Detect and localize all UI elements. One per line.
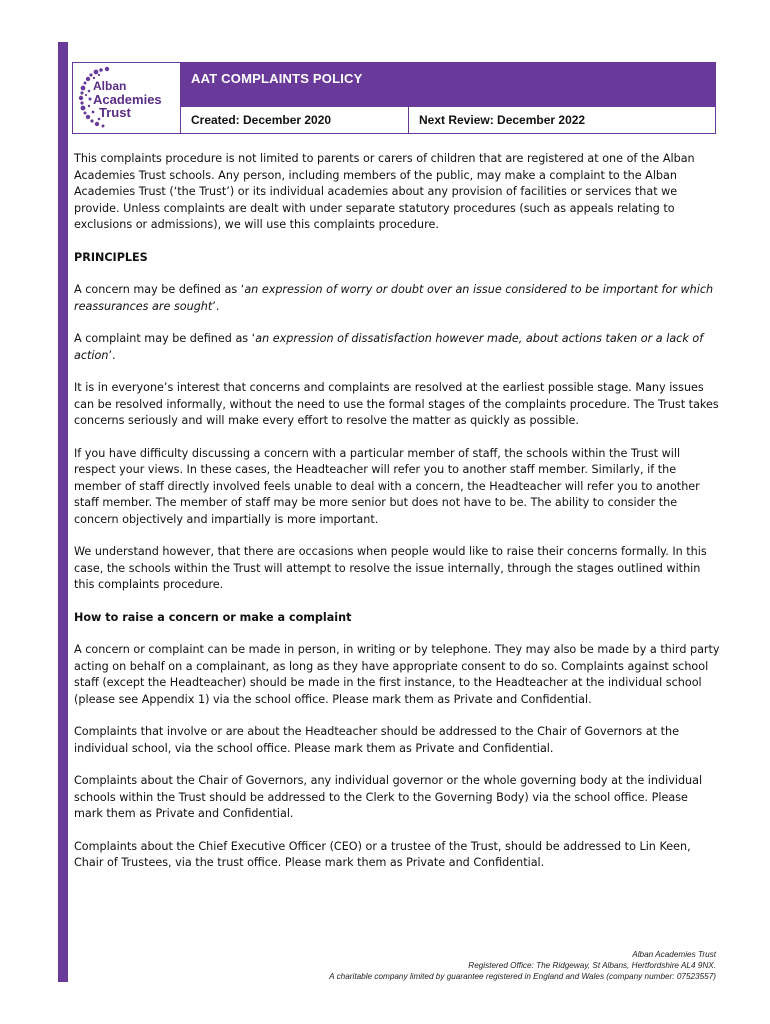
- logo-line-3: Trust: [99, 105, 131, 120]
- difficulty-paragraph: If you have difficulty discussing a concern with a particular member of staff, the schools within the Trust will respect your views. In these cases, the Headteacher will refer you to another staff member. Similarly, if the member of staff directly involved feels unable to deal with a concern, the Headteacher will refer you to another staff member. The member of staff may be more senior but does not have to be. The ability to consider the concern objectively and impartially is more important.: [74, 446, 700, 526]
- policy-title: AAT COMPLAINTS POLICY: [181, 63, 715, 107]
- formal-paragraph: We understand however, that there are occasions when people would like to raise their concerns formally. In this case, the schools within the Trust will attempt to resolve the issue internally, through the stages outlined within this complaints procedure.: [74, 545, 707, 591]
- concern-definition: A concern may be defined as ‘an expression of worry or doubt over an issue considered to be important for which reassurances are sought’.: [74, 283, 714, 313]
- ceo-paragraph: Complaints about the Chief Executive Officer (CEO) or a trustee of the Trust, should be addressed to Lin Keen, Chair of Trustees, via the trust office. Please mark them as Private and Confidential.: [74, 839, 691, 869]
- footer-line-2: Registered Office: The Ridgeway, St Albans, Hertfordshire AL4 9NX.: [468, 961, 716, 970]
- page-footer: [329, 949, 716, 982]
- left-margin-bar: [58, 42, 68, 982]
- logo-wordmark: [93, 80, 162, 119]
- interest-paragraph: It is in everyone’s interest that concerns and complaints are resolved at the earliest possible stage. Many issues can be resolved informally, without the need to use the formal stages of the complaints procedure. The Trust takes concerns seriously and will make every effort to resolve the matter as quickly as possible.: [74, 381, 719, 427]
- principles-heading: PRINCIPLES: [74, 250, 148, 264]
- logo-line-1: Alban: [93, 79, 127, 93]
- policy-body: [74, 151, 720, 888]
- headteacher-paragraph: Complaints that involve or are about the Headteacher should be addressed to the Chair of Governors at the individual school, via the school office. Please mark them as Private and Confidential.: [74, 725, 679, 755]
- document-header-table: [72, 62, 716, 134]
- chair-paragraph: Complaints about the Chair of Governors, any individual governor or the whole governing body at the individual schools within the Trust should be addressed to the Clerk to the Governing Body) via the school office. Please mark them as Private and Confidential.: [74, 774, 703, 820]
- trust-logo: [73, 63, 181, 133]
- logo-line-2: Academies: [93, 92, 162, 107]
- intro-paragraph: This complaints procedure is not limited to parents or carers of children that are registered at one of the Alban Academies Trust schools. Any person, including members of the public, may make a complaint to the Alban Academies Trust (‘the Trust’) or its individual academies about any provision of facilities or services that we provide. Unless complaints are dealt with under separate statutory procedures (such as appeals relating to exclusions or admissions), we will use this complaints procedure.: [74, 152, 695, 231]
- how-to-heading: How to raise a concern or make a complaint: [74, 610, 352, 624]
- footer-line-1: Alban Academies Trust: [632, 950, 716, 959]
- how-to-paragraph: A concern or complaint can be made in person, in writing or by telephone. They may also be made by a third party acting on behalf on a complainant, as long as they have appropriate consent to do so. Complaints against school staff (except the Headteacher) should be made in the first instance, to the Headteacher at the individual school (please see Appendix 1) via the school office. Please mark them as Private and Confidential.: [74, 643, 720, 706]
- footer-line-3: A charitable company limited by guarantee registered in England and Wales (company number: 07523557): [329, 972, 716, 981]
- created-date: Created: December 2020: [181, 107, 409, 133]
- complaint-definition: A complaint may be defined as ‘an expression of dissatisfaction however made, about actions taken or a lack of action’.: [74, 332, 704, 362]
- next-review-date: Next Review: December 2022: [419, 113, 586, 127]
